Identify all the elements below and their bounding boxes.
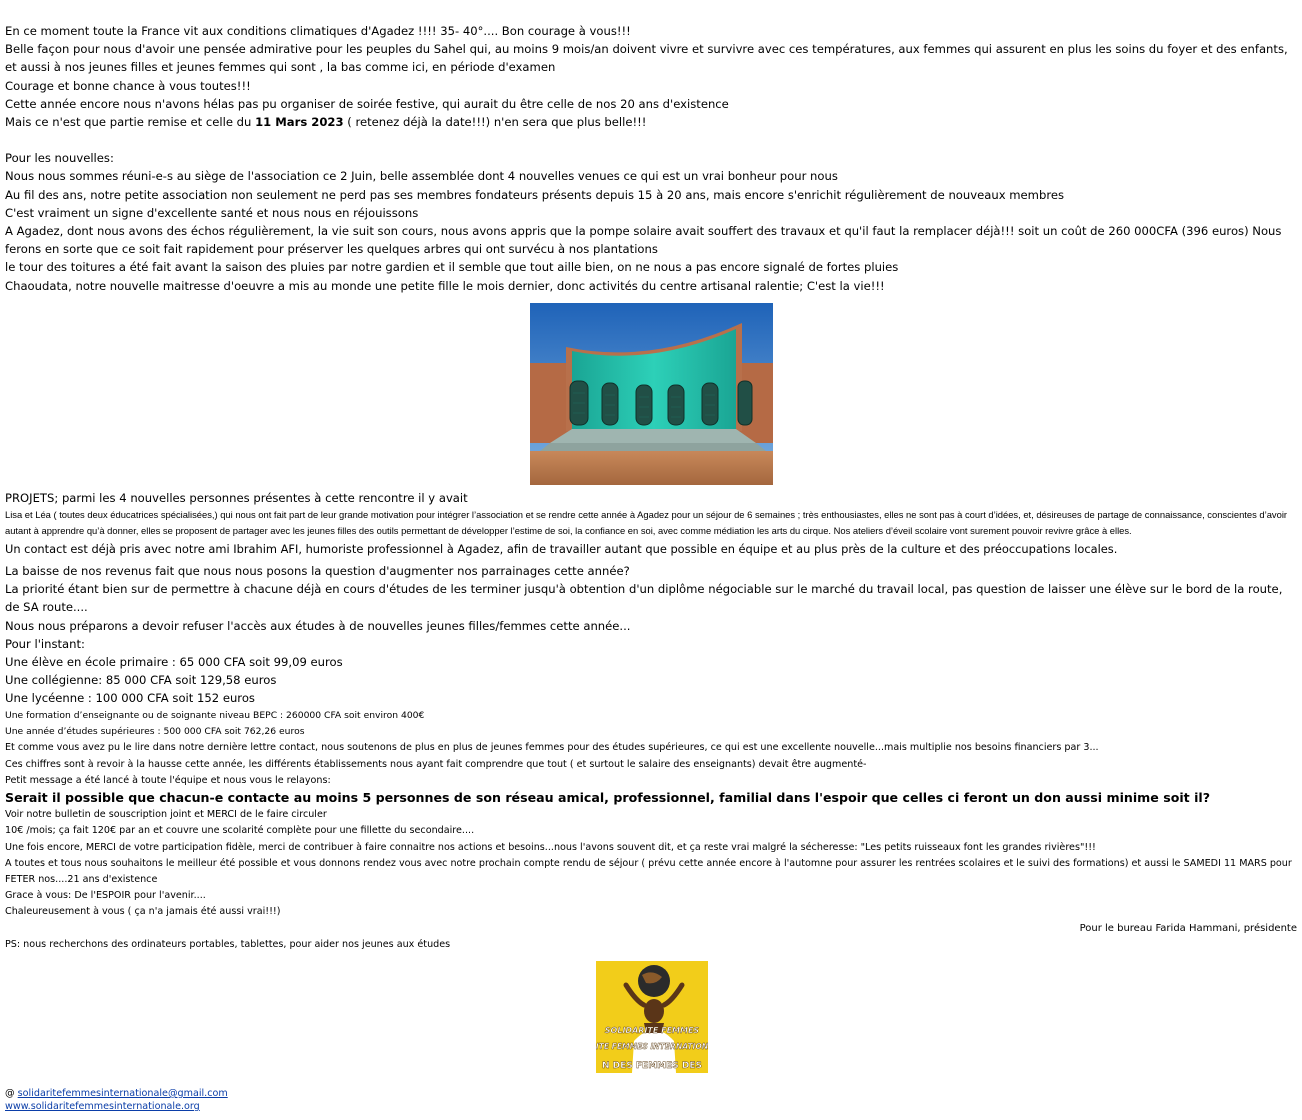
cost-primary: Une élève en école primaire : 65 000 CFA soit 99,09 euros [5,655,343,670]
intro-line-5 [5,113,1297,131]
funding-line-4: Pour l'instant: [5,636,85,651]
event-date: 11 Mars 2023 [255,115,344,130]
intro-line-4: Cette année encore nous n'avons hélas pas pu organiser de soirée festive, qui aurait du être celle de nos 20 ans d'existence [5,96,729,111]
news-line-6: Chaoudata, notre nouvelle maitresse d'oeuvre a mis au monde une petite fille le mois dernier, donc activités du centre artisanal ralentie; C'est la vie!!! [5,278,885,293]
intro-line-1: En ce moment toute la France vit aux conditions climatiques d'Agadez !!!! 35- 40°.... Bon courage à vous!!! [5,24,631,38]
intro-line-5a: Mais ce n'est que partie remise et celle du [5,115,256,130]
news-line-2: Au fil des ans, notre petite association non seulement ne perd pas ses membres fondateurs présents depuis 15 à 20 ans, mais encore s'enrichit régulièrement de nouveaux membres [5,187,1064,202]
letter-body [5,22,1297,953]
cost-higher-ed: Une année d’études supérieures : 500 000 CFA soit 762,26 euros [5,726,305,738]
cost-college: Une collégienne: 85 000 CFA soit 129,58 euros [5,673,277,688]
footer [5,1087,228,1113]
intro-line-5c: ( retenez déjà la date!!!) n'en sera que plus belle!!! [343,115,647,130]
logo-graphic [596,961,708,1073]
funding-line-2: La priorité étant bien sur de permettre à chacune déjà en cours d'études de les terminer jusqu'à obtention d'un diplôme négociable sur le marché du travail local, pas question de laisser une élève sur le bord de la route, de SA route.... [5,582,1283,615]
email-prefix: @ [5,1088,18,1099]
logo-text-2: RITE FEMMES INTERNATIONA [596,1042,708,1051]
funding-line-3: Nous nous préparons a devoir refuser l'accès aux études à de nouvelles jeunes filles/femmes cette année... [5,618,631,633]
news-line-3: C'est vraiment un signe d'excellente santé et nous nous en réjouissons [5,205,419,220]
website-link[interactable]: www.solidaritefemmesinternationale.org [5,1101,200,1112]
postscript: PS: nous recherchons des ordinateurs portables, tablettes, pour aider nos jeunes aux études [5,938,451,950]
cost-lycee: Une lycéenne : 100 000 CFA soit 152 euros [5,691,255,706]
news-heading: Pour les nouvelles: [5,151,114,166]
closing-line-6: Une fois encore, MERCI de votre participation fidèle, merci de contribuer à faire connaitre nos actions et besoins...nous l'avons souvent dit, et ça reste vrai malgré la sécheresse: "Les petits ruisseaux font les grandes rivières"!!! [5,841,1096,853]
closing-line-9: Chaleureusement à vous ( ça n'a jamais été aussi vrai!!!) [5,906,281,918]
closing-line-1: Et comme vous avez pu le lire dans notre dernière lettre contact, nous soutenons de plus en plus de jeunes femmes pour des études supérieures, ce qui est une excellente nouvelle...mais multiplie nos besoins financiers par 3... [5,742,1099,754]
building-photo [530,303,773,485]
logo-text-1: SOLIDARITE FEMMES [604,1026,700,1035]
association-logo [596,961,708,1073]
projects-lisa-lea: Lisa et Léa ( toutes deux éducatrices spécialisées,) qui nous ont fait part de leur grande motivation pour intégrer l’association et se rendre cette année à Agadez pour un séjour de 6 semaines ; très enthousiastes, elles ne sont pas à court d’idées, et, désireuses de partage de connaissance, conscientes d’avoir autant à apprendre qu’à donner, elles se proposent de partager avec les jeunes filles des outils permettant de développer l’estime de soi, la confiance en soi, avec comme médiation les arts du cirque. Nos ateliers d’éveil scolaire vont surement pouvoir revivre grâce à elles. [5,509,1288,537]
building-photo-container [5,303,1297,485]
closing-call-to-action: Serait il possible que chacun-e contacte au moins 5 personnes de son réseau amical, professionnel, familial dans l'espoir que celles ci feront un don aussi minime soit il? [5,790,1211,806]
news-line-4: A Agadez, dont nous avons des échos régulièrement, la vie suit son cours, nous avons appris que la pompe solaire avait souffert des travaux et qu'il faut la remplacer déjà!!! soit un coût de 260 000CFA (396 euros) Nous ferons en sorte que ce soit fait rapidement pour préserver les quelques arbres qui ont survécu à nos plantations [5,224,1282,257]
intro-line-3: Courage et bonne chance à vous toutes!!! [5,78,251,93]
news-line-5: le tour des toitures a été fait avant la saison des pluies par notre gardien et il semble que tout aille bien, on ne nous a pas encore signalé de fortes pluies [5,260,899,275]
projects-contact: Un contact est déjà pris avec notre ami Ibrahim AFI, humoriste professionnel à Agadez, afin de travailler autant que possible en équipe et au plus près de la culture et des préoccupations locales. [5,542,1118,557]
signature: Pour le bureau Farida Hammani, présidente [1079,922,1297,934]
closing-line-3: Petit message a été lancé à toute l'équipe et nous vous le relayons: [5,774,331,786]
email-link[interactable]: solidaritefemmesinternationale@gmail.com [17,1088,228,1099]
closing-line-8: Grace à vous: De l'ESPOIR pour l'avenir.... [5,890,206,902]
logo-text-3: N DES FEMMES DES [602,1061,702,1071]
cost-training: Une formation d’enseignante ou de soignante niveau BEPC : 260000 CFA soit environ 400€ [5,709,425,721]
projects-heading: PROJETS; parmi les 4 nouvelles personnes présentes à cette rencontre il y avait [5,490,468,505]
closing-line-5: 10€ /mois; ça fait 120€ par an et couvre une scolarité complète pour une fillette du secondaire.... [5,825,475,837]
closing-line-2: Ces chiffres sont à revoir à la hausse cette année, les différents établissements nous ayant fait comprendre que tout ( et surtout le salaire des enseignants) devait être augmenté- [5,758,867,770]
closing-line-4: Voir notre bulletin de souscription joint et MERCI de le faire circuler [5,809,327,821]
intro-line-2: Belle façon pour nous d'avoir une pensée admirative pour les peuples du Sahel qui, au moins 9 mois/an doivent vivre et survivre avec ces températures, aux femmes qui assurent en plus les soins du foyer et des enfants, et aussi à nos jeunes filles et jeunes femmes qui sont , la bas comme ici, en période d'examen [5,42,1288,75]
news-line-1: Nous nous sommes réuni-e-s au siège de l'association ce 2 Juin, belle assemblée dont 4 nouvelles venues ce qui est un vrai bonheur pour nous [5,169,838,184]
funding-line-1: La baisse de nos revenus fait que nous nous posons la question d'augmenter nos parrainages cette année? [5,564,630,579]
closing-line-7: A toutes et tous nous souhaitons le meilleur été possible et vous donnons rendez vous avec notre prochain compte rendu de séjour ( prévu cette année encore à l'automne pour assurer les rentrées scolaires et le suivi des formations) et aussi le SAMEDI 11 MARS pour FETER nos....21 ans d'existence [5,857,1292,885]
